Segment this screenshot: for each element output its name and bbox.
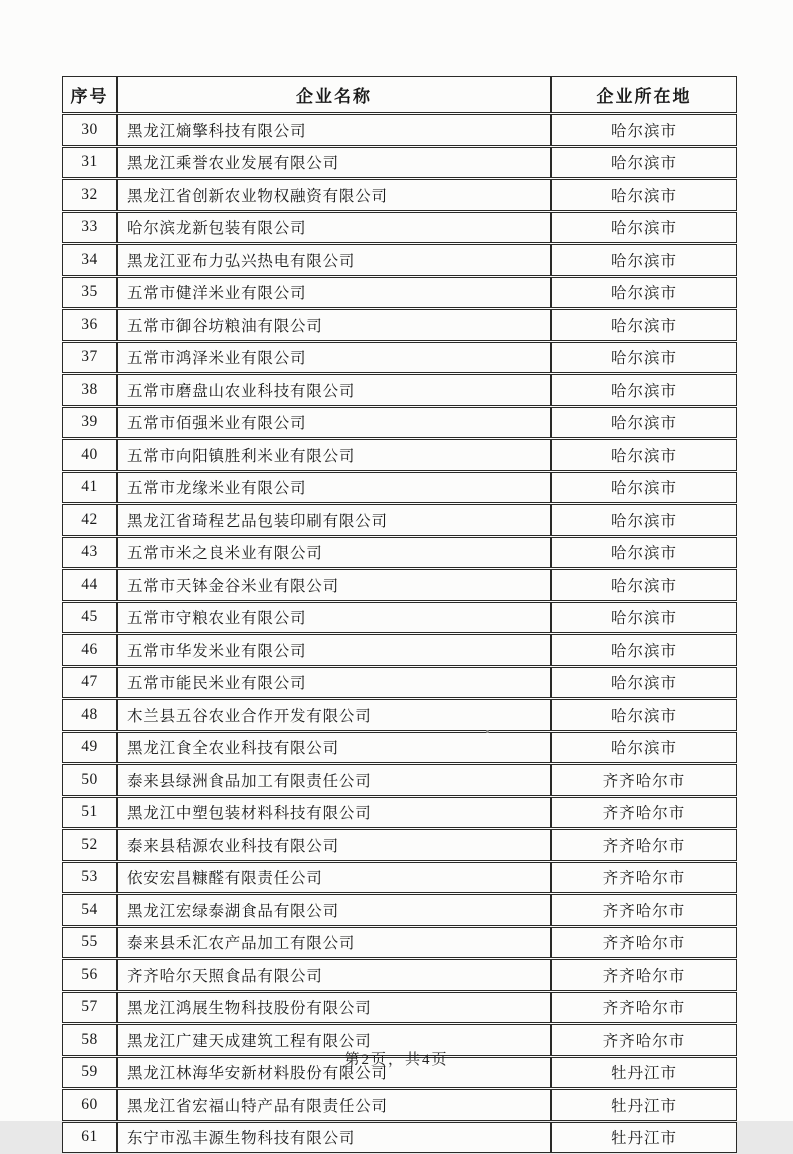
row-serial: 46 [62,634,117,666]
row-city: 哈尔滨市 [551,407,737,439]
row-city: 哈尔滨市 [551,667,737,699]
row-city: 哈尔滨市 [551,634,737,666]
page-number: 第2页，共4页 [344,1052,449,1068]
row-company-name: 五常市御谷坊粮油有限公司 [117,309,551,341]
company-table-container [62,75,737,1154]
table-row [62,602,737,634]
row-company-name: 黑龙江亚布力弘兴热电有限公司 [117,244,551,276]
row-serial: 56 [62,959,117,991]
row-city: 哈尔滨市 [551,114,737,146]
row-city: 哈尔滨市 [551,147,737,179]
row-city: 哈尔滨市 [551,342,737,374]
row-company-name: 黑龙江省创新农业物权融资有限公司 [117,179,551,211]
row-serial: 52 [62,829,117,861]
row-company-name: 黑龙江省宏福山特产品有限责任公司 [117,1089,551,1121]
row-serial: 57 [62,992,117,1024]
table-row [62,927,737,959]
row-city: 哈尔滨市 [551,244,737,276]
row-city: 哈尔滨市 [551,699,737,731]
column-header-serial: 序号 [62,76,117,113]
table-row [62,829,737,861]
row-city: 哈尔滨市 [551,537,737,569]
row-city: 哈尔滨市 [551,732,737,764]
row-serial: 51 [62,797,117,829]
row-city: 齐齐哈尔市 [551,894,737,926]
row-serial: 34 [62,244,117,276]
scan-speck [486,730,489,733]
row-serial: 45 [62,602,117,634]
row-company-name: 五常市能民米业有限公司 [117,667,551,699]
row-city: 哈尔滨市 [551,569,737,601]
table-row [62,342,737,374]
row-company-name: 哈尔滨龙新包装有限公司 [117,212,551,244]
row-serial: 32 [62,179,117,211]
row-serial: 39 [62,407,117,439]
row-serial: 43 [62,537,117,569]
row-company-name: 五常市佰强米业有限公司 [117,407,551,439]
row-company-name: 五常市向阳镇胜利米业有限公司 [117,439,551,471]
row-city: 牡丹江市 [551,1089,737,1121]
row-company-name: 五常市龙缘米业有限公司 [117,472,551,504]
table-header-row [62,76,737,113]
table-row [62,732,737,764]
table-row [62,277,737,309]
row-city: 哈尔滨市 [551,277,737,309]
row-city: 齐齐哈尔市 [551,959,737,991]
row-serial: 44 [62,569,117,601]
table-row [62,147,737,179]
row-company-name: 五常市磨盘山农业科技有限公司 [117,374,551,406]
table-row [62,439,737,471]
row-serial: 61 [62,1122,117,1154]
table-row [62,894,737,926]
row-company-name: 黑龙江省琦程艺品包装印刷有限公司 [117,504,551,536]
row-city: 齐齐哈尔市 [551,1024,737,1056]
row-city: 牡丹江市 [551,1122,737,1154]
row-serial: 48 [62,699,117,731]
row-city: 齐齐哈尔市 [551,992,737,1024]
row-serial: 30 [62,114,117,146]
table-body [62,114,737,1153]
row-serial: 54 [62,894,117,926]
row-company-name: 黑龙江广建天成建筑工程有限公司 [117,1024,551,1056]
row-city: 哈尔滨市 [551,602,737,634]
row-serial: 58 [62,1024,117,1056]
row-company-name: 木兰县五谷农业合作开发有限公司 [117,699,551,731]
table-row [62,179,737,211]
row-company-name: 五常市健洋米业有限公司 [117,277,551,309]
row-company-name: 黑龙江乘誉农业发展有限公司 [117,147,551,179]
column-header-location: 企业所在地 [551,76,737,113]
table-row [62,764,737,796]
table-row [62,472,737,504]
row-company-name: 黑龙江食全农业科技有限公司 [117,732,551,764]
row-serial: 40 [62,439,117,471]
row-company-name: 泰来县禾汇农产品加工有限公司 [117,927,551,959]
row-serial: 50 [62,764,117,796]
row-serial: 55 [62,927,117,959]
row-serial: 60 [62,1089,117,1121]
row-company-name: 五常市米之良米业有限公司 [117,537,551,569]
row-serial: 42 [62,504,117,536]
table-row [62,667,737,699]
table-row [62,504,737,536]
row-city: 哈尔滨市 [551,179,737,211]
row-serial: 36 [62,309,117,341]
row-company-name: 泰来县秸源农业科技有限公司 [117,829,551,861]
row-serial: 49 [62,732,117,764]
table-row [62,374,737,406]
table-row [62,212,737,244]
row-city: 哈尔滨市 [551,504,737,536]
row-city: 哈尔滨市 [551,439,737,471]
table-row [62,992,737,1024]
row-company-name: 黑龙江林海华安新材料股份有限公司 [117,1057,551,1089]
table-row [62,1122,737,1154]
table-row [62,407,737,439]
row-company-name: 黑龙江宏绿泰湖食品有限公司 [117,894,551,926]
table-row [62,1089,737,1121]
row-company-name: 泰来县绿洲食品加工有限责任公司 [117,764,551,796]
row-serial: 47 [62,667,117,699]
row-company-name: 依安宏昌糠醛有限责任公司 [117,862,551,894]
row-city: 牡丹江市 [551,1057,737,1089]
company-table [62,75,737,1154]
row-serial: 33 [62,212,117,244]
row-company-name: 齐齐哈尔天照食品有限公司 [117,959,551,991]
row-serial: 31 [62,147,117,179]
table-row [62,244,737,276]
row-company-name: 五常市鸿泽米业有限公司 [117,342,551,374]
row-company-name: 东宁市泓丰源生物科技有限公司 [117,1122,551,1154]
row-company-name: 黑龙江中塑包装材料科技有限公司 [117,797,551,829]
table-row [62,959,737,991]
table-row [62,309,737,341]
row-city: 哈尔滨市 [551,212,737,244]
row-company-name: 五常市天钵金谷米业有限公司 [117,569,551,601]
row-city: 哈尔滨市 [551,472,737,504]
table-row [62,634,737,666]
row-city: 齐齐哈尔市 [551,829,737,861]
row-company-name: 黑龙江鸿展生物科技股份有限公司 [117,992,551,1024]
row-company-name: 五常市守粮农业有限公司 [117,602,551,634]
row-serial: 41 [62,472,117,504]
row-serial: 35 [62,277,117,309]
row-serial: 38 [62,374,117,406]
row-company-name: 五常市华发米业有限公司 [117,634,551,666]
row-city: 哈尔滨市 [551,374,737,406]
row-city: 哈尔滨市 [551,309,737,341]
row-serial: 59 [62,1057,117,1089]
table-row [62,569,737,601]
row-city: 齐齐哈尔市 [551,797,737,829]
table-row [62,797,737,829]
table-row [62,862,737,894]
table-row [62,699,737,731]
column-header-company-name: 企业名称 [117,76,551,113]
row-serial: 37 [62,342,117,374]
row-company-name: 黑龙江熵擎科技有限公司 [117,114,551,146]
table-row [62,114,737,146]
row-city: 齐齐哈尔市 [551,927,737,959]
row-city: 齐齐哈尔市 [551,862,737,894]
table-row [62,537,737,569]
row-serial: 53 [62,862,117,894]
row-city: 齐齐哈尔市 [551,764,737,796]
